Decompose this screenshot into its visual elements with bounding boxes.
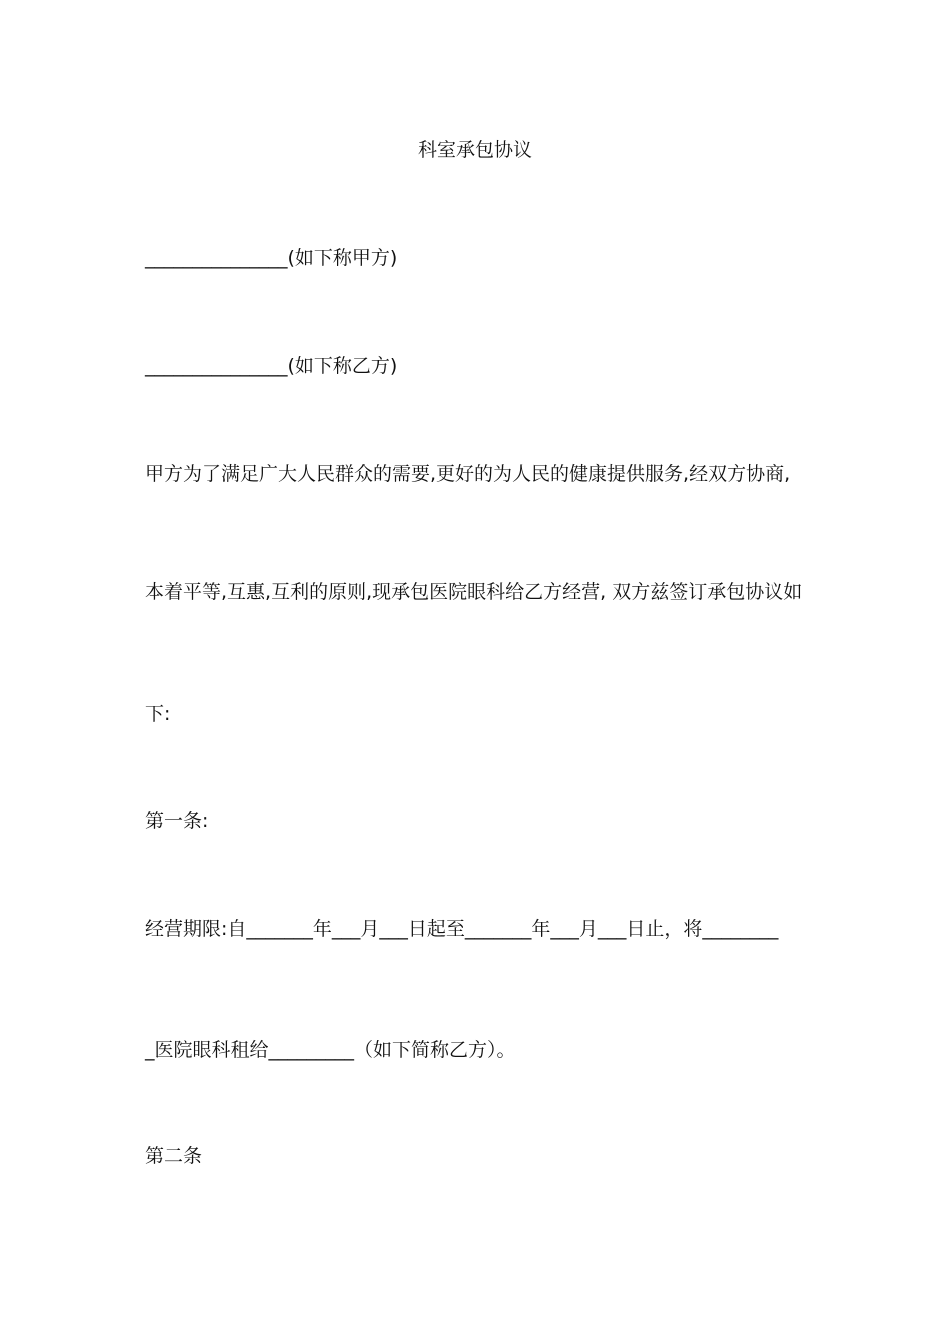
preamble-line-2: 本着平等,互惠,互利的原则,现承包医院眼科给乙方经营, 双方兹签订承包协议如 (145, 581, 803, 603)
preamble-line-3: 下: (145, 703, 171, 725)
article-2-heading: 第二条 (145, 1145, 203, 1167)
party-a-line: _______________(如下称甲方) (145, 247, 398, 269)
article-1-term-line-2: _医院眼科租给_________（如下简称乙方）。 (145, 1039, 516, 1061)
article-1-term-line-1: 经营期限:自_______年___月___日起至_______年___月___日止，将________ (145, 918, 779, 940)
party-b-line: _______________(如下称乙方) (145, 355, 398, 377)
article-1-heading: 第一条: (145, 810, 209, 832)
preamble-line-1: 甲方为了满足广大人民群众的需要,更好的为人民的健康提供服务,经双方协商, (145, 463, 791, 485)
document-title: 科室承包协议 (417, 139, 532, 161)
